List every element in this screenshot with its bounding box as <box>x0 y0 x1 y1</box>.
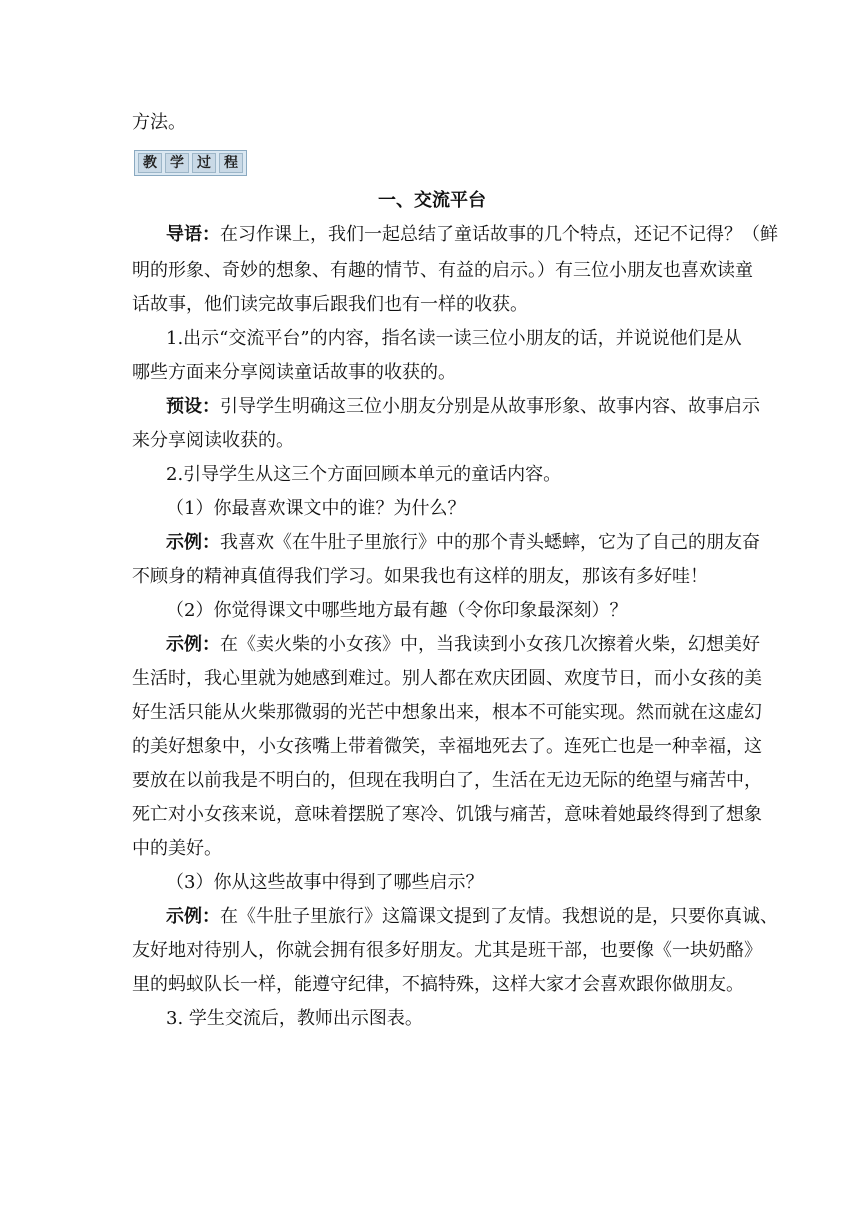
question-line: （2）你觉得课文中哪些地方最有趣（令你印象最深刻）？ <box>166 600 628 621</box>
example-line: 友好地对待别人，你就会拥有很多好朋友。尤其是班干部，也要像《一块奶酪》 <box>132 940 762 961</box>
example-line: 中的美好。 <box>132 838 222 859</box>
intro-line: 话故事，他们读完故事后跟我们也有一样的收获。 <box>132 294 528 315</box>
intro-line <box>166 222 778 248</box>
example-text: 我喜欢《在牛肚子里旅行》中的那个青头蟋蟀，它为了自己的朋友奋 <box>220 532 760 553</box>
badge-char: 程 <box>219 153 243 173</box>
section-title: 一、交流平台 <box>378 190 486 211</box>
question-line: （3）你从这些故事中得到了哪些启示？ <box>166 872 484 893</box>
example-line: 的美好想象中，小女孩嘴上带着微笑，幸福地死去了。连死亡也是一种幸福，这 <box>132 736 762 757</box>
example-line <box>166 530 760 556</box>
example-line: 生活时，我心里就为她感到难过。别人都在欢庆团圆、欢度节日，而小女孩的美 <box>132 668 762 689</box>
preset-label: 预设： <box>166 396 220 417</box>
example-line: 不顾身的精神真值得我们学习。如果我也有这样的朋友，那该有多好哇！ <box>132 566 708 587</box>
list-item: 3. 学生交流后，教师出示图表。 <box>166 1008 423 1029</box>
list-item: 1.出示“交流平台”的内容，指名读一读三位小朋友的话，并说说他们是从 <box>166 328 742 349</box>
badge-char: 教 <box>138 153 162 173</box>
question-line: （1）你最喜欢课文中的谁？为什么？ <box>166 498 466 519</box>
intro-text: 在习作课上，我们一起总结了童话故事的几个特点，还记不记得？（鲜 <box>220 224 778 245</box>
example-line: 里的蚂蚁队长一样，能遵守纪律，不搞特殊，这样大家才会喜欢跟你做朋友。 <box>132 974 744 995</box>
example-text: 在《牛肚子里旅行》这篇课文提到了友情。我想说的是，只要你真诚、 <box>220 906 778 927</box>
list-item: 2.引导学生从这三个方面回顾本单元的童话内容。 <box>166 464 562 485</box>
section-badge <box>134 150 247 176</box>
example-line: 要放在以前我是不明白的，但现在我明白了，生活在无边无际的绝望与痛苦中， <box>132 770 762 791</box>
example-label: 示例： <box>166 906 220 927</box>
example-line: 死亡对小女孩来说，意味着摆脱了寒冷、饥饿与痛苦，意味着她最终得到了想象 <box>132 804 762 825</box>
badge-char: 学 <box>165 153 189 173</box>
example-line <box>166 632 760 658</box>
text-line: 方法。 <box>132 112 186 133</box>
preset-text: 引导学生明确这三位小朋友分别是从故事形象、故事内容、故事启示 <box>220 396 760 417</box>
badge-char: 过 <box>192 153 216 173</box>
intro-label: 导语： <box>166 224 220 245</box>
preset-line: 来分享阅读收获的。 <box>132 430 294 451</box>
example-line <box>166 904 778 930</box>
example-text: 在《卖火柴的小女孩》中，当我读到小女孩几次擦着火柴，幻想美好 <box>220 634 760 655</box>
example-line: 好生活只能从火柴那微弱的光芒中想象出来，根本不可能实现。然而就在这虚幻 <box>132 702 762 723</box>
example-label: 示例： <box>166 634 220 655</box>
intro-line: 明的形象、奇妙的想象、有趣的情节、有益的启示。）有三位小朋友也喜欢读童 <box>132 260 753 281</box>
example-label: 示例： <box>166 532 220 553</box>
preset-line <box>166 394 760 420</box>
list-item-cont: 哪些方面来分享阅读童话故事的收获的。 <box>132 362 456 383</box>
